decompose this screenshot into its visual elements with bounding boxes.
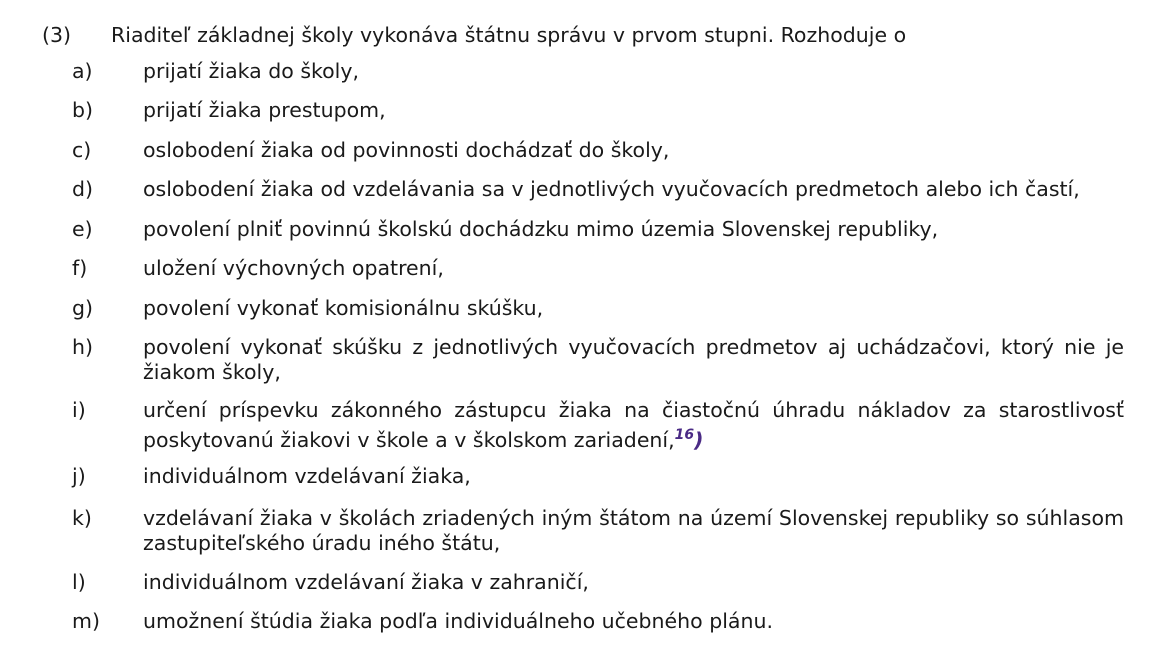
item-letter: f) bbox=[72, 256, 88, 280]
item-text: oslobodení žiaka od povinnosti dochádzať do školy, bbox=[143, 138, 670, 162]
item-letter: g) bbox=[72, 296, 94, 320]
item-text: povolení vykonať skúšku z jednotlivých vyučovacích predmetov aj uchádzačovi, ktorý nie je žiakom školy, bbox=[143, 335, 1124, 384]
item-letter: l) bbox=[72, 570, 86, 594]
paragraph-number: (3) bbox=[42, 23, 72, 47]
item-letter: m) bbox=[72, 609, 100, 633]
item-letter: c) bbox=[72, 138, 92, 162]
item-letter: h) bbox=[72, 335, 93, 359]
item-letter: d) bbox=[72, 177, 94, 201]
item-letter: a) bbox=[72, 59, 93, 83]
item-text: individuálnom vzdelávaní žiaka v zahraničí, bbox=[143, 570, 589, 594]
footnote-reference-16[interactable] bbox=[675, 428, 704, 452]
item-text: prijatí žiaka do školy, bbox=[143, 59, 360, 83]
item-letter: i) bbox=[72, 398, 86, 422]
item-text bbox=[143, 398, 1124, 453]
item-letter: e) bbox=[72, 217, 93, 241]
item-letter: j) bbox=[72, 464, 86, 488]
item-text: prijatí žiaka prestupom, bbox=[143, 98, 386, 122]
item-text: individuálnom vzdelávaní žiaka, bbox=[143, 464, 471, 488]
item-text: umožnení štúdia žiaka podľa individuálneho učebného plánu. bbox=[143, 609, 773, 633]
item-text: vzdelávaní žiaka v školách zriadených iným štátom na území Slovenskej republiky so súhlasom zastupiteľského úradu iného štátu, bbox=[143, 506, 1124, 555]
item-text: oslobodení žiaka od vzdelávania sa v jednotlivých vyučovacích predmetoch alebo ich častí, bbox=[143, 177, 1080, 201]
item-text-body: určení príspevku zákonného zástupcu žiaka na čiastočnú úhradu nákladov za starostlivosť poskytovanú žiakovi v škole a v školskom zariadení, bbox=[143, 398, 1124, 452]
paragraph-intro: Riaditeľ základnej školy vykonáva štátnu správu v prvom stupni. Rozhoduje o bbox=[111, 23, 907, 47]
item-text: povolení vykonať komisionálnu skúšku, bbox=[143, 296, 544, 320]
item-letter: b) bbox=[72, 98, 94, 122]
item-text: povolení plniť povinnú školskú dochádzku mimo územia Slovenskej republiky, bbox=[143, 217, 939, 241]
footnote-paren: ) bbox=[694, 428, 704, 452]
item-text: uložení výchovných opatrení, bbox=[143, 256, 444, 280]
item-letter: k) bbox=[72, 506, 92, 530]
footnote-number: 16 bbox=[674, 427, 695, 443]
